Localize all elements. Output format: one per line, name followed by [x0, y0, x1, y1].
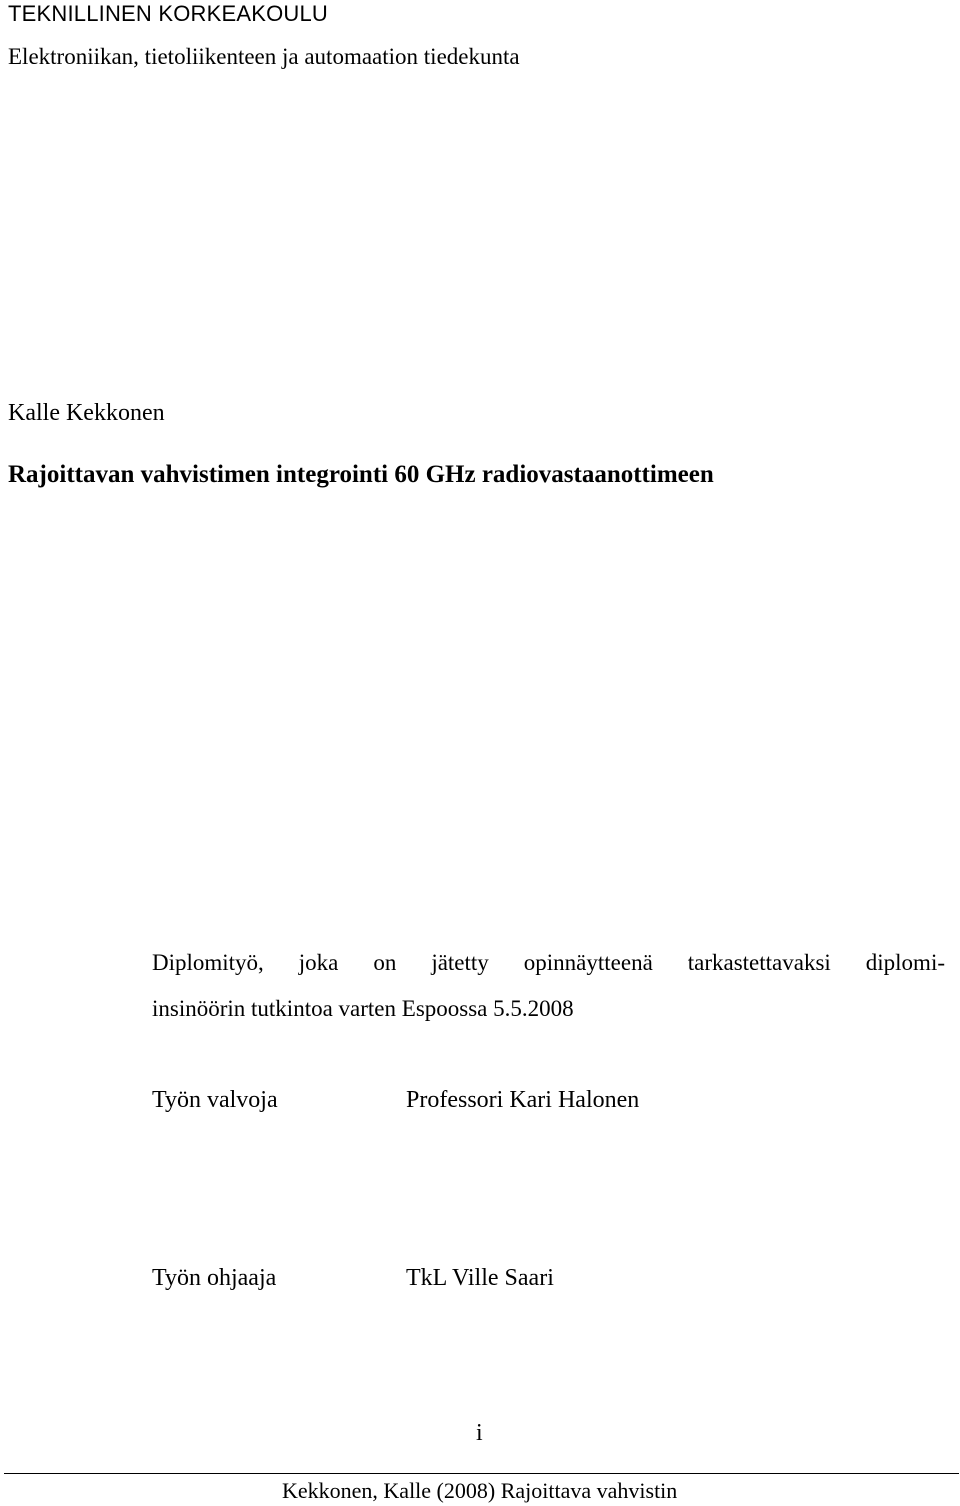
- university-name: TEKNILLINEN KORKEAKOULU: [8, 1, 329, 26]
- description-line-1: Diplomityö, joka on jätetty opinnäytteenä tarkastettavaksi diplomi-: [152, 950, 945, 975]
- footer-citation: Kekkonen, Kalle (2008) Rajoittava vahvistin: [282, 1478, 678, 1503]
- thesis-title: Rajoittavan vahvistimen integrointi 60 GHz radiovastaanottimeen: [8, 461, 714, 488]
- supervisor-label: Työn valvoja: [152, 1087, 278, 1113]
- faculty-name: Elektroniikan, tietoliikenteen ja automaation tiedekunta: [8, 44, 520, 69]
- description-line-2: insinöörin tutkintoa varten Espoossa 5.5.2008: [152, 996, 574, 1021]
- footer-divider: [4, 1473, 959, 1474]
- supervisor-name: Professori Kari Halonen: [406, 1087, 640, 1113]
- thesis-description: [152, 940, 945, 1032]
- instructor-label: Työn ohjaaja: [152, 1265, 277, 1291]
- instructor-name: TkL Ville Saari: [406, 1265, 554, 1291]
- author-name: Kalle Kekkonen: [8, 400, 165, 426]
- page-number: i: [476, 1420, 483, 1446]
